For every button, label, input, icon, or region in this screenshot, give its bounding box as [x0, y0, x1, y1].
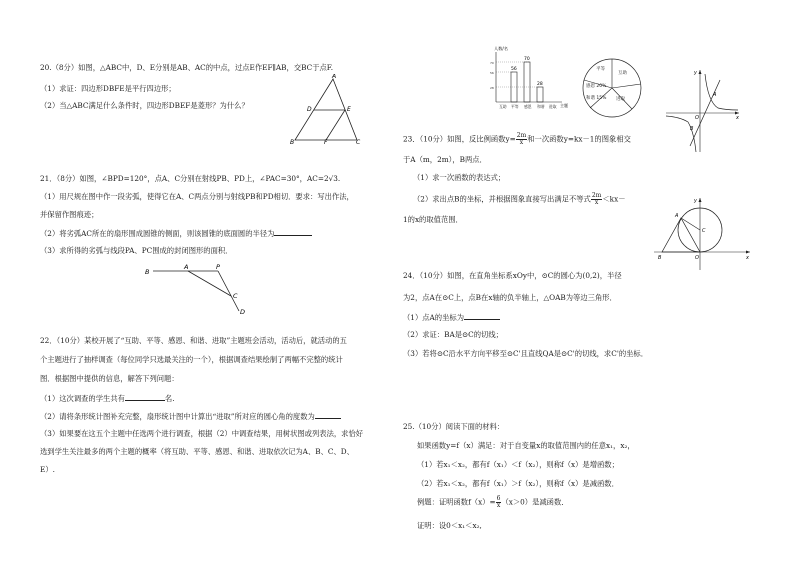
q20-label-e: E — [347, 106, 351, 113]
q20-part2: （2）当△ABC满足什么条件时，四边形DBEF是菱形？为什么？ — [40, 101, 249, 110]
q25-example-text: 例题：证明函数f（x）= — [417, 497, 496, 507]
q20-label-b: B — [290, 139, 295, 144]
pie-slice-label: 和谐 15% — [586, 96, 607, 101]
q22-part1 — [40, 392, 175, 404]
q23-label-o: O — [695, 115, 699, 121]
q20-label-d: D — [307, 106, 312, 113]
q23-part2-end: ＜kx－ — [602, 194, 626, 204]
q22-part3-line2: 选到学生关注最多的两个主题的概率（将互助、平等、感恩、和谐、进取依次记为A、B、C、D、 — [40, 447, 354, 456]
q24-part3: （3）若将⊙C沿水平方向平移至⊙C'且直线QA是⊙C'的切线，求C'的坐标． — [403, 349, 649, 358]
bar-chart-ticks — [490, 61, 494, 90]
pie-slice-label: 感恩 20% — [586, 84, 607, 89]
q22-bar-chart — [484, 44, 574, 116]
q23-part2 — [413, 193, 626, 206]
q25-proof: 证明：设0＜x₁＜x₂, — [417, 521, 482, 530]
q24-part1-blank[interactable] — [464, 311, 500, 320]
q23-line1-end: 和一次函数y=kx－1的图象相交 — [527, 134, 631, 144]
q21-label-d: D — [240, 308, 246, 315]
q25-line1: 如果函数y=f（x）满足：对于自变量x的取值范围内的任意x₁，x₂， — [417, 441, 635, 450]
q20-part1: （1）求证：四边形DBFE是平行四边形； — [40, 84, 176, 93]
q22-part3-line3: E）. — [40, 465, 55, 474]
q25-fraction-denominator: x — [496, 502, 501, 509]
q22-part2 — [40, 410, 341, 422]
svg-text:56: 56 — [490, 71, 494, 75]
q23-label-x: x — [736, 115, 739, 121]
bar-chart-category: 进取 — [549, 104, 557, 109]
q21-angle-figure — [143, 263, 253, 315]
q24-label-o: O — [695, 255, 699, 261]
q25-line2: （1）若x₁＜x₂，都有f（x₁）＜f（x₂），则称f（x）是增函数； — [417, 460, 619, 469]
q25-line3: （2）若x₁＜x₂，都有f（x₁）＞f（x₂），则称f（x）是减函数． — [417, 479, 619, 488]
q22-line2: 个主题进行了抽样调查（每位同学只选最关注的一个），根据调查结果绘制了两幅不完整的统计 — [40, 355, 343, 364]
q21-part1-cont: 并保留作图痕迹； — [40, 210, 99, 219]
q23-fraction-denominator: x — [519, 139, 524, 146]
q22-line1: 22．（10分）某校开展了“互助、平等、感恩、和谐、进取”主题班会活动，活动后，就活动的五 — [40, 336, 347, 345]
q20-triangle-figure — [285, 74, 365, 144]
q20-label-c: C — [356, 139, 361, 144]
q24-part1-text: （1）点A的坐标为 — [403, 313, 464, 322]
bar-chart-value-label: 28 — [537, 82, 543, 87]
q22-part2-blank[interactable] — [315, 410, 341, 419]
q21-part1: （1）用尺规在图中作一段劣弧，使得它在A、C两点分别与射线PB和PD相切．要求：写出作法， — [40, 192, 354, 201]
q24-line1: 24．（10分）如图，在直角坐标系xOy中，⊙C的圆心为(0,2)，半径 — [403, 271, 622, 280]
q25-example — [417, 496, 569, 509]
q23-fraction — [516, 133, 528, 146]
q24-label-y: y — [694, 198, 697, 204]
q21-part2-text: （2）将劣弧AC所在的扇形围成圆锥的侧面，则该圆锥的底面圆的半径为 — [40, 229, 275, 238]
q24-label-b: B — [658, 255, 662, 261]
q21-part2 — [40, 227, 312, 239]
pie-slice-label: 平等 — [596, 67, 605, 72]
q23-line1-text: 23．（10分）如图，反比例函数y= — [403, 134, 516, 144]
q22-part3-line1: （3）如果要在这五个主题中任选两个进行调查，根据（2）中调查结果，用树状图或列表法，求恰好 — [40, 429, 364, 438]
q22-part1-blank[interactable] — [125, 392, 165, 401]
q23-part2-text: （2）求出点B的坐标，并根据图象直接写出满足不等式 — [413, 194, 591, 204]
q24-label-c: C — [702, 228, 706, 234]
pie-slice-label: 进取 — [616, 97, 625, 102]
q21-title: 21．（8分）如图，∠BPD=120°，点A、C分别在射线PB、PD上，∠PAC=30°，AC=2√3. — [40, 174, 341, 183]
q23-label-a: A — [713, 92, 717, 98]
q23-part3: 1的x的取值范围． — [403, 215, 463, 224]
q21-label-c: C — [233, 292, 238, 300]
q23-part2-fraction-numerator: 2m — [591, 192, 602, 199]
bar-chart-category: 感恩 — [524, 104, 532, 109]
q23-label-b: B — [690, 126, 694, 132]
bar-chart-bar — [537, 87, 543, 102]
q22-part1-end: 名. — [164, 394, 175, 403]
q20-label-f: F — [324, 139, 328, 144]
bar-chart-value-label: 70 — [524, 57, 530, 62]
bar-chart-bar — [524, 62, 530, 102]
q24-label-a: A — [675, 213, 679, 219]
q22-line3: 图．根据图中提供的信息，解答下列问题： — [40, 374, 179, 383]
q22-part1-text: （1）这次调查的学生共有 — [40, 394, 125, 403]
q23-part2-fraction — [591, 193, 603, 206]
q21-label-a: A — [184, 263, 189, 271]
q22-part2-text: （2）请将条形统计图补充完整，扇形统计图中计算出“进取”所对应的圆心角的度数为 — [40, 412, 315, 421]
q23-part2-fraction-denominator: x — [594, 199, 599, 206]
svg-text:70: 70 — [490, 61, 494, 65]
bar-chart-ylabel: 人数/名 — [494, 46, 508, 51]
q21-part3: （3）求所得的劣弧与线段PA、PC围成的封闭图形的面积． — [40, 246, 233, 255]
pie-slice-label: 互助 — [618, 71, 627, 76]
svg-text:28: 28 — [490, 86, 494, 90]
q24-label-x: x — [746, 255, 749, 261]
bar-chart-category: 和谐 — [537, 104, 545, 109]
right-column — [403, 130, 703, 550]
q25-fraction-numerator: 6 — [496, 495, 501, 502]
q23-fraction-numerator: 2m — [516, 132, 527, 139]
q21-label-b: B — [145, 268, 150, 276]
bar-chart-xlabel: 主题 — [560, 103, 568, 108]
q23-line1 — [403, 133, 631, 146]
q22-pie-chart — [580, 56, 644, 120]
q20-title: 20.（8分）如图，△ABC中，D、E分别是AB、AC的中点，过点E作EF∥AB，交BC于点F. — [40, 63, 334, 72]
bar-chart-value-label: 56 — [511, 67, 517, 72]
q23-line2: 于A（m，2m），B两点． — [403, 155, 487, 164]
q24-line2: 为2，点A在⊙C上，点B在x轴的负半轴上，△OAB为等边三角形． — [403, 293, 617, 302]
q21-part2-blank[interactable] — [274, 227, 312, 236]
q24-part2: （2）求证：BA是⊙C的切线； — [403, 330, 503, 339]
bar-chart-category: 平等 — [511, 104, 519, 109]
bar-chart-category: 互助 — [499, 104, 507, 109]
q25-title: 25.（10分）阅读下面的材料： — [403, 422, 505, 431]
q25-example-end: （x＞0）是减函数． — [501, 497, 569, 507]
q24-part1 — [403, 311, 500, 323]
q23-label-y: y — [694, 70, 697, 76]
q20-label-a: A — [332, 74, 337, 80]
q23-part1: （1）求一次函数的表达式； — [413, 173, 506, 182]
q21-label-p: P — [216, 263, 220, 271]
